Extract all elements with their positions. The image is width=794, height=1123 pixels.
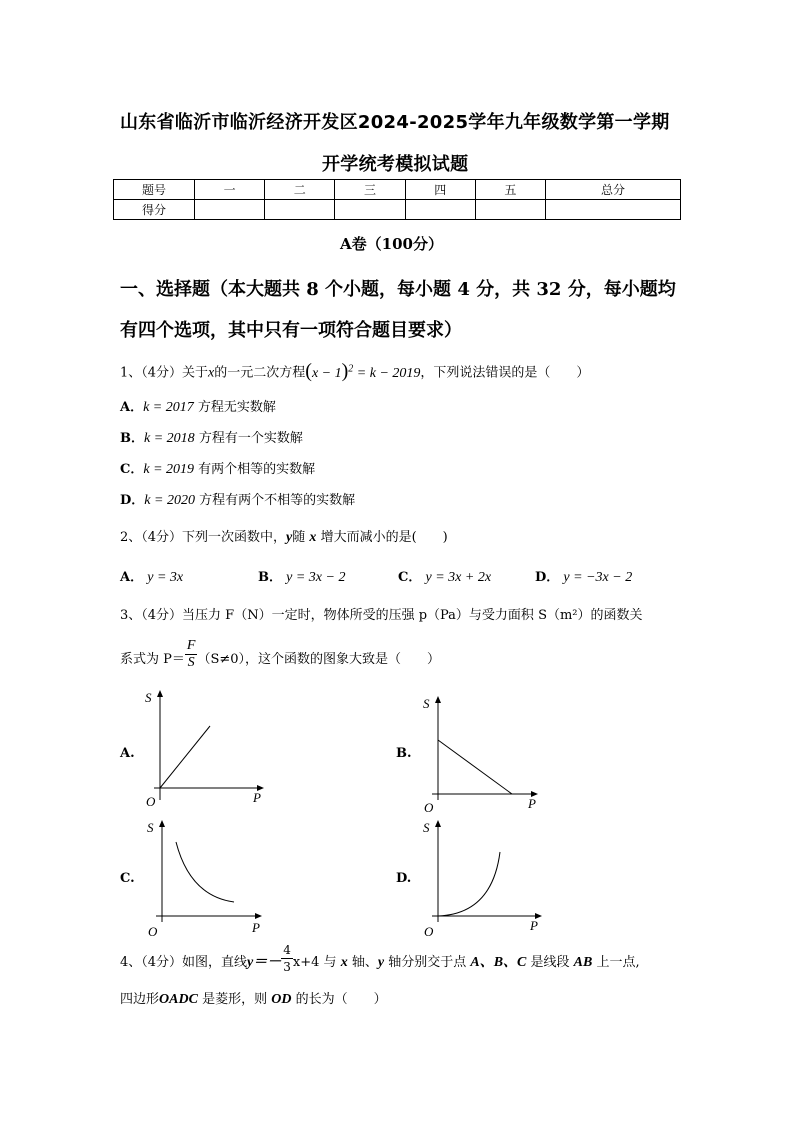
q4-tail: 上一点, [596, 955, 640, 970]
q4-frac-num: 4 [283, 943, 291, 957]
score-table-score-row [114, 200, 681, 220]
score-row-label: 得分 [114, 200, 195, 220]
option-label: B． [120, 431, 144, 446]
q4-line2-mid: 是菱形，则 [202, 992, 268, 1007]
option-math: k = 2019 [143, 462, 195, 477]
q1-prefix: 1、（4分）关于 [120, 365, 209, 381]
q1-mid: 的一元二次方程 [214, 365, 306, 381]
q4-y-eq: y＝－ [247, 955, 282, 970]
graph-curve [438, 740, 512, 794]
option-label: A． [120, 400, 144, 415]
option-label: C． [398, 570, 422, 585]
q1-exponent: 2 [348, 363, 354, 374]
q2-prefix: 2、（4分）下列一次函数中， [120, 530, 287, 545]
option-text: 有两个相等的实数解 [198, 462, 316, 477]
q1-option-b[interactable] [120, 427, 303, 447]
q1-eq-right: = k − 2019 [356, 365, 421, 381]
q1-option-c[interactable] [120, 458, 315, 478]
option-math: y = −3x − 2 [563, 570, 633, 585]
q1-eq-left: x − 1 [311, 365, 342, 381]
q4-frac-den: 3 [283, 960, 291, 974]
q4-line2-prefix: 四边形 [120, 992, 160, 1007]
q2-option-a[interactable] [120, 566, 183, 586]
graph-x-arrow [255, 913, 262, 919]
graph-origin-label: O [146, 794, 156, 809]
q1-option-a[interactable] [120, 396, 276, 416]
q1-var-x: x [208, 365, 215, 381]
graph-origin-label: O [424, 800, 434, 815]
graph-origin-label: O [424, 924, 434, 939]
question-4-stem-line2 [120, 988, 387, 1008]
q2-option-c[interactable] [398, 566, 491, 586]
option-label: B． [258, 570, 282, 585]
q3-graph-c[interactable] [142, 818, 272, 940]
q3-option-c-label[interactable]: C. [120, 871, 135, 886]
q3-graph-a[interactable] [140, 688, 270, 810]
q2-var-y: y [286, 530, 293, 545]
graph-axis-label-p: P [253, 790, 261, 805]
score-input-cell[interactable] [475, 200, 545, 220]
q1-equation: $(x - 1)^2 = k - 2019$ [305, 359, 421, 382]
q3-line2-prefix: 系式为 P＝ [120, 652, 185, 667]
graph-curve [438, 852, 500, 916]
graph-y-arrow [157, 690, 163, 697]
option-text: 方程无实数解 [197, 400, 276, 415]
option-math: k = 2017 [143, 400, 194, 415]
question-1-stem [120, 358, 589, 385]
q4-quad: OADC [159, 992, 198, 1007]
graph-axis-label-s: S [423, 820, 430, 835]
section-heading-line2: 有四个选项，其中只有一项符合题目要求） [120, 320, 462, 341]
page-subtitle: 开学统考模拟试题 [322, 154, 469, 175]
q3-graph-b[interactable] [418, 694, 548, 816]
section-heading-line1: 一、选择题（本大题共 8 个小题，每小题 4 分，共 32 分，每小题均 [120, 279, 676, 300]
q2-mid: 随 [292, 530, 306, 545]
score-table-header-row [114, 180, 681, 200]
option-text: 方程有两个不相等的实数解 [199, 493, 356, 508]
q4-prefix: 4、（4分）如图，直线 [120, 955, 248, 970]
q3-option-a-label[interactable]: A. [120, 746, 135, 761]
option-math: y = 3x [147, 570, 184, 585]
graph-y-arrow [435, 696, 441, 703]
q4-points: A、B、C [470, 955, 527, 970]
q4-fraction [281, 942, 293, 975]
q3-fraction [185, 638, 198, 671]
option-math: k = 2018 [144, 431, 195, 446]
question-3-stem-line2 [120, 638, 441, 671]
score-header-cell: 三 [335, 180, 405, 200]
score-table [113, 179, 681, 220]
q2-option-b[interactable] [258, 566, 345, 586]
score-header-cell: 一 [195, 180, 265, 200]
graph-axis-label-s: S [147, 820, 154, 835]
q4-after-frac: x+4 与 [292, 955, 337, 970]
option-label: D． [535, 570, 560, 585]
score-input-cell[interactable] [546, 200, 681, 220]
q4-segment: AB [573, 955, 593, 970]
question-2-stem [120, 526, 448, 546]
score-input-cell[interactable] [265, 200, 335, 220]
score-header-cell: 四 [405, 180, 475, 200]
graph-curve [160, 726, 210, 788]
question-3-stem-line1: 3、（4分）当压力 F（N）一定时，物体所受的压强 p（Pa）与受力面积 S（m²）的函数关 [120, 608, 643, 623]
graph-axis-label-s: S [145, 690, 152, 705]
option-label: D． [120, 493, 145, 508]
graph-y-arrow [435, 820, 441, 827]
q3-frac-num: F [186, 638, 196, 653]
graph-y-arrow [159, 820, 165, 827]
q4-mid2: 轴分别交于点 [388, 955, 467, 970]
score-input-cell[interactable] [195, 200, 265, 220]
q2-var-x: x [309, 530, 317, 545]
graph-origin-label: O [148, 924, 158, 939]
score-input-cell[interactable] [405, 200, 475, 220]
q3-option-b-label[interactable]: B. [396, 746, 412, 761]
option-label: C． [120, 462, 144, 477]
score-header-cell: 二 [265, 180, 335, 200]
q4-x-axis: x [340, 955, 348, 970]
q1-suffix: ，下列说法错误的是（ ） [420, 365, 590, 381]
q3-graph-d[interactable] [418, 818, 548, 940]
q3-frac-den: S [187, 655, 195, 670]
option-text: 方程有一个实数解 [198, 431, 303, 446]
q3-option-d-label[interactable]: D. [396, 871, 412, 886]
q4-od: OD [271, 992, 292, 1007]
option-math: k = 2020 [144, 493, 195, 508]
volume-label: A卷（100分） [340, 235, 443, 253]
question-4-stem-line1 [120, 943, 640, 975]
page-title: 山东省临沂市临沂经济开发区2024-2025学年九年级数学第一学期 [120, 112, 670, 133]
q1-option-d[interactable] [120, 489, 355, 509]
q4-mid3: 是线段 [530, 955, 570, 970]
q4-line2-suffix: 的长为（ ） [295, 992, 387, 1007]
graph-curve [176, 842, 234, 902]
score-input-cell[interactable] [335, 200, 405, 220]
q2-suffix: 增大而减小的是( ) [320, 530, 448, 545]
graph-axis-label-p: P [530, 918, 538, 933]
option-math: y = 3x − 2 [286, 570, 346, 585]
score-header-cell: 总分 [546, 180, 681, 200]
graph-axis-label-p: P [528, 796, 536, 811]
q3-line2-suffix: （S≠0），这个函数的图象大致是（ ） [197, 652, 441, 667]
q4-mid1: 轴、 [351, 955, 378, 970]
q4-y-axis: y [377, 955, 385, 970]
graph-axis-label-p: P [252, 920, 260, 935]
option-math: y = 3x + 2x [425, 570, 492, 585]
score-header-cell: 题号 [114, 180, 195, 200]
score-header-cell: 五 [475, 180, 545, 200]
q2-option-d[interactable] [535, 566, 632, 586]
option-label: A． [120, 570, 144, 585]
graph-axis-label-s: S [423, 696, 430, 711]
